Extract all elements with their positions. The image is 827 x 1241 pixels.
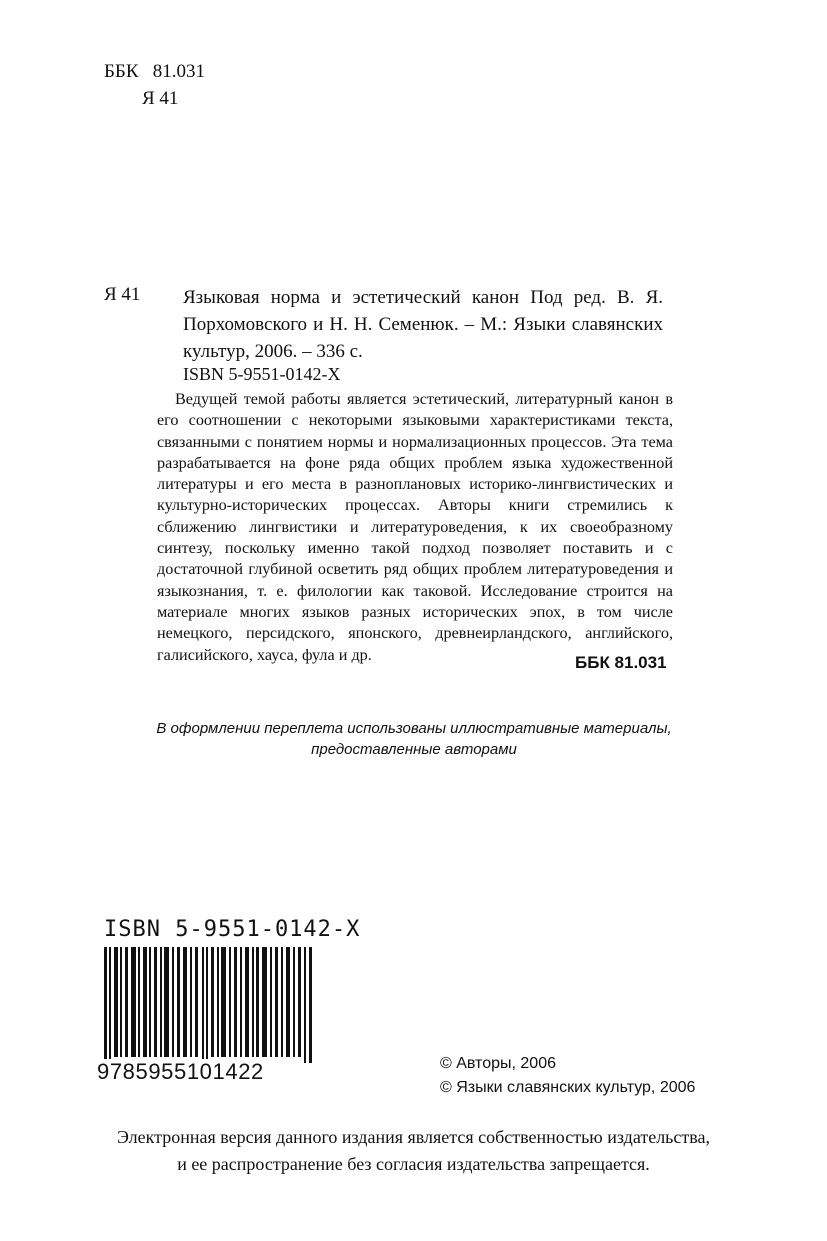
- author-mark-row: [104, 85, 205, 112]
- bbk-code: 81.031: [152, 61, 205, 82]
- bbk-classification: ББК 81.031: [575, 653, 667, 672]
- barcode-isbn: ISBN 5-9551-0142-X: [104, 917, 361, 942]
- barcode-digits: 9785955101422: [97, 1059, 264, 1084]
- abstract: Ведущей темой работы является эстетический, литературный канон в его соотношении с некоторыми языковыми характеристиками текста, связанными с понятием нормы и нормализационных процессов. Эта тема разрабатывается на фоне ряда общих проблем языка художественной литературы и его места в разноплановых историко-лингвистических и культурно-исторических процессах. Авторы книги стремились к сближению лингвистики и литературоведения, к их своеобразному синтезу, поскольку именно такой подход позволяет поставить и с достаточной глубиной осветить ряд общих проблем литературоведения и языкознания, т. е. филологии как таковой. Исследование строится на материале многих языков разных исторических эпох, в том числе немецкого, персидского, японского, древнеирландского, английского, галисийского, хауса, фула и др.: [157, 390, 673, 664]
- barcode-icon: [104, 947, 312, 1063]
- bbk-header-row: [104, 58, 205, 85]
- bibliographic-record: Языковая норма и эстетический канон Под ред. В. Я. Порхомовского и Н. Н. Семенюк. – М.: Языки славянских культур, 2006. – 336 с.: [183, 287, 663, 362]
- copyright-publisher: © Языки славянских культур, 2006: [440, 1079, 696, 1096]
- rights-notice-line2: и ее распространение без согласия издательства запрещается.: [177, 1154, 650, 1174]
- author-mark: Я 41: [142, 88, 179, 109]
- rights-notice-line1: Электронная версия данного издания является собственностью издательства,: [117, 1127, 710, 1147]
- bbk-label: ББК: [104, 61, 139, 82]
- cover-credit: В оформлении переплета использованы иллюстративные материалы, предоставленные авторами: [156, 720, 672, 758]
- bbk-header: [104, 58, 205, 112]
- copyright-authors: © Авторы, 2006: [440, 1055, 556, 1072]
- catalog-index: Я 41: [104, 284, 141, 305]
- rights-notice: [0, 1124, 827, 1178]
- copyright: [440, 1052, 695, 1100]
- isbn-line: ISBN 5-9551-0142-X: [183, 364, 341, 384]
